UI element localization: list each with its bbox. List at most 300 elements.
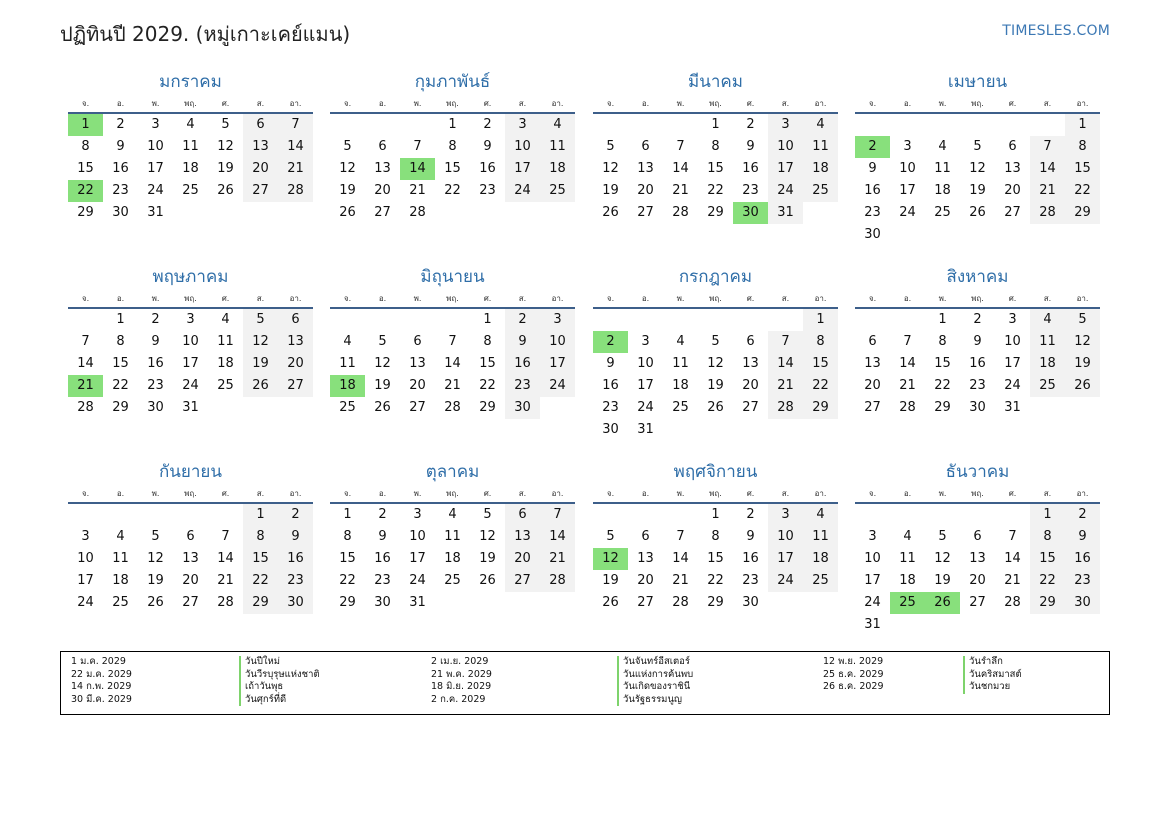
week-row (855, 614, 1100, 636)
empty-cell (628, 504, 663, 526)
day-cell: 25 (112, 595, 129, 610)
day-grid (68, 309, 313, 419)
weekday-label: พฤ. (446, 294, 459, 303)
empty-cell (663, 114, 698, 136)
day-cell: 3 (151, 117, 160, 132)
weekend-day-cell: 22 (1030, 570, 1065, 592)
holiday-name: วันรำลึก (963, 656, 1003, 669)
day-cell: 9 (151, 334, 160, 349)
day-cell: 16 (479, 161, 496, 176)
day-cell: 2 (746, 117, 755, 132)
weekday-label: พฤ. (446, 99, 459, 108)
day-cell: 15 (707, 161, 724, 176)
day-cell: 21 (1004, 573, 1021, 588)
weekend-day-cell: 20 (243, 158, 278, 180)
weekend-day-cell: 11 (803, 136, 838, 158)
empty-cell (593, 114, 628, 136)
day-cell: 9 (746, 139, 755, 154)
day-cell: 5 (606, 139, 615, 154)
week-row (593, 548, 838, 570)
day-cell: 12 (374, 356, 391, 371)
weekend-day-cell: 21 (540, 548, 575, 570)
day-grid (855, 504, 1100, 636)
month-block (330, 460, 575, 614)
day-cell: 21 (672, 573, 689, 588)
week-row (855, 526, 1100, 548)
week-row (593, 375, 838, 397)
day-cell: 26 (602, 595, 619, 610)
day-cell: 6 (973, 529, 982, 544)
weekday-label: อา. (814, 99, 827, 108)
week-row (855, 397, 1100, 419)
day-cell: 15 (707, 551, 724, 566)
weekend-day-cell: 1 (1065, 114, 1100, 136)
day-cell: 6 (186, 529, 195, 544)
day-cell: 20 (374, 183, 391, 198)
weekday-label: ศ. (1008, 489, 1017, 498)
week-row (330, 353, 575, 375)
day-cell: 4 (116, 529, 125, 544)
empty-cell (698, 419, 733, 441)
day-cell: 26 (374, 400, 391, 415)
day-cell: 22 (707, 573, 724, 588)
empty-cell (663, 309, 698, 331)
day-cell: 31 (864, 617, 881, 632)
day-cell: 20 (1004, 183, 1021, 198)
weekend-day-cell: 3 (540, 309, 575, 331)
empty-cell (1030, 114, 1065, 136)
weekend-day-cell: 29 (1030, 592, 1065, 614)
day-cell: 7 (448, 334, 457, 349)
day-cell: 26 (339, 205, 356, 220)
weekday-label: พฤ. (184, 294, 197, 303)
weekday-label: อ. (903, 294, 912, 303)
week-row (593, 526, 838, 548)
weekday-label: อา. (289, 99, 302, 108)
weekday-label: ส. (781, 99, 790, 108)
month-name: ธันวาคม (945, 462, 1010, 482)
weekend-day-cell: 28 (1030, 202, 1065, 224)
empty-cell (925, 504, 960, 526)
day-cell: 1 (116, 312, 125, 327)
weekend-day-cell: 4 (1030, 309, 1065, 331)
weekday-label: จ. (343, 99, 352, 108)
day-cell: 20 (637, 573, 654, 588)
holiday-name: วันคริสมาสต์ (963, 669, 1022, 682)
weekday-label: จ. (868, 99, 877, 108)
weekday-label: อ. (116, 99, 125, 108)
day-cell: 31 (182, 400, 199, 415)
empty-cell (663, 504, 698, 526)
weekday-header (68, 96, 313, 112)
weekday-label: พ. (413, 99, 422, 108)
legend-item (61, 656, 1109, 669)
day-cell: 6 (868, 334, 877, 349)
day-cell: 23 (602, 400, 619, 415)
holiday-day-cell: 25 (890, 592, 925, 614)
day-grid (330, 309, 575, 419)
day-cell: 17 (409, 551, 426, 566)
month-name: มีนาคม (688, 72, 743, 92)
weekday-label: อา. (551, 489, 564, 498)
day-cell: 21 (217, 573, 234, 588)
empty-cell (540, 592, 575, 614)
day-cell: 30 (602, 422, 619, 437)
weekday-label: ศ. (746, 489, 755, 498)
empty-cell (960, 224, 995, 246)
weekend-day-cell: 14 (768, 353, 803, 375)
holiday-date: 26 ธ.ค. 2029 (823, 681, 884, 692)
day-cell: 5 (606, 529, 615, 544)
holiday-day-cell: 21 (68, 375, 103, 397)
empty-cell (768, 309, 803, 331)
day-cell: 16 (112, 161, 129, 176)
day-cell: 14 (77, 356, 94, 371)
weekend-day-cell: 17 (768, 158, 803, 180)
day-cell: 8 (711, 529, 720, 544)
day-cell: 16 (969, 356, 986, 371)
day-cell: 30 (864, 227, 881, 242)
week-row (593, 136, 838, 158)
day-cell: 27 (374, 205, 391, 220)
day-cell: 14 (899, 356, 916, 371)
month-name: กรกฎาคม (678, 267, 753, 287)
day-cell: 28 (899, 400, 916, 415)
weekend-day-cell: 28 (540, 570, 575, 592)
week-row (330, 202, 575, 224)
weekend-day-cell: 4 (803, 504, 838, 526)
weekend-day-cell: 25 (540, 180, 575, 202)
weekend-day-cell: 23 (278, 570, 313, 592)
empty-cell (173, 504, 208, 526)
weekend-day-cell: 14 (278, 136, 313, 158)
weekday-label: อา. (1076, 489, 1089, 498)
day-cell: 23 (112, 183, 129, 198)
day-cell: 18 (444, 551, 461, 566)
day-cell: 11 (672, 356, 689, 371)
day-cell: 29 (112, 400, 129, 415)
weekday-label: พ. (938, 99, 947, 108)
brand-link[interactable]: TIMESLES.COM (1002, 23, 1110, 39)
weekday-label: จ. (81, 489, 90, 498)
day-cell: 30 (112, 205, 129, 220)
month-name: พฤษภาคม (152, 267, 229, 287)
weekend-day-cell: 8 (803, 331, 838, 353)
weekend-day-cell: 7 (1030, 136, 1065, 158)
day-cell: 10 (1004, 334, 1021, 349)
holiday-name: เถ้าวันพุธ (239, 681, 283, 694)
week-row (593, 114, 838, 136)
weekday-label: ศ. (1008, 99, 1017, 108)
weekend-day-cell: 8 (1065, 136, 1100, 158)
empty-cell (995, 224, 1030, 246)
week-row (68, 526, 313, 548)
weekday-header (68, 486, 313, 502)
weekend-day-cell: 9 (278, 526, 313, 548)
weekend-day-cell: 17 (540, 353, 575, 375)
weekend-day-cell: 25 (803, 180, 838, 202)
weekend-day-cell: 14 (1030, 158, 1065, 180)
day-cell: 9 (973, 334, 982, 349)
day-cell: 29 (339, 595, 356, 610)
holiday-day-cell: 2 (855, 136, 890, 158)
empty-cell (243, 397, 278, 419)
empty-cell (208, 202, 243, 224)
week-row (593, 309, 838, 331)
day-cell: 30 (147, 400, 164, 415)
day-cell: 18 (934, 183, 951, 198)
weekday-label: อ. (116, 294, 125, 303)
day-cell: 8 (343, 529, 352, 544)
weekend-day-cell: 1 (243, 504, 278, 526)
holiday-date: 22 ม.ค. 2029 (71, 668, 132, 680)
empty-cell (400, 309, 435, 331)
weekend-day-cell: 13 (278, 331, 313, 353)
day-cell: 22 (444, 183, 461, 198)
day-cell: 12 (479, 529, 496, 544)
day-cell: 19 (602, 573, 619, 588)
month-name: เมษายน (947, 72, 1008, 92)
weekend-day-cell: 15 (1030, 548, 1065, 570)
holiday-date: 18 มิ.ย. 2029 (431, 681, 492, 692)
empty-cell (138, 504, 173, 526)
weekday-label: อ. (378, 99, 387, 108)
day-cell: 27 (969, 595, 986, 610)
empty-cell (330, 114, 365, 136)
weekday-label: พฤ. (971, 489, 984, 498)
day-cell: 6 (746, 334, 755, 349)
day-cell: 6 (641, 139, 650, 154)
weekday-label: อา. (551, 99, 564, 108)
week-row (68, 331, 313, 353)
day-cell: 18 (899, 573, 916, 588)
day-cell: 13 (182, 551, 199, 566)
day-cell: 24 (77, 595, 94, 610)
day-cell: 20 (969, 573, 986, 588)
day-cell: 25 (934, 205, 951, 220)
weekend-day-cell: 6 (243, 114, 278, 136)
weekend-day-cell: 6 (505, 504, 540, 526)
empty-cell (628, 309, 663, 331)
week-row (330, 375, 575, 397)
day-cell: 3 (81, 529, 90, 544)
day-cell: 23 (742, 573, 759, 588)
day-cell: 5 (973, 139, 982, 154)
weekend-day-cell: 27 (278, 375, 313, 397)
month-block (855, 70, 1100, 246)
week-row (68, 136, 313, 158)
empty-cell (925, 114, 960, 136)
week-row (330, 114, 575, 136)
day-cell: 31 (637, 422, 654, 437)
day-cell: 1 (711, 117, 720, 132)
day-cell: 4 (448, 507, 457, 522)
holiday-name: วันวีรบุรุษแห่งชาติ (239, 669, 320, 682)
holiday-name: วันเกิดของราชินี (617, 681, 690, 694)
day-cell: 5 (378, 334, 387, 349)
weekend-day-cell: 18 (540, 158, 575, 180)
weekend-day-cell: 10 (505, 136, 540, 158)
weekend-day-cell: 17 (505, 158, 540, 180)
day-cell: 23 (864, 205, 881, 220)
weekday-label: พฤ. (446, 489, 459, 498)
day-cell: 24 (182, 378, 199, 393)
weekday-label: จ. (606, 489, 615, 498)
day-cell: 13 (969, 551, 986, 566)
day-cell: 16 (742, 161, 759, 176)
empty-cell (890, 224, 925, 246)
day-cell: 27 (182, 595, 199, 610)
day-cell: 31 (1004, 400, 1021, 415)
week-row (593, 158, 838, 180)
empty-cell (593, 309, 628, 331)
weekend-day-cell: 12 (1065, 331, 1100, 353)
day-grid (593, 114, 838, 224)
day-cell: 26 (479, 573, 496, 588)
day-cell: 3 (413, 507, 422, 522)
day-cell: 26 (217, 183, 234, 198)
empty-cell (1030, 224, 1065, 246)
empty-cell (855, 114, 890, 136)
holiday-day-cell: 26 (925, 592, 960, 614)
weekend-day-cell: 24 (540, 375, 575, 397)
empty-cell (278, 202, 313, 224)
weekday-label: อา. (814, 489, 827, 498)
holiday-day-cell: 12 (593, 548, 628, 570)
day-cell: 20 (409, 378, 426, 393)
holiday-name: วันปีใหม่ (239, 656, 280, 669)
weekday-label: อา. (289, 294, 302, 303)
day-cell: 27 (742, 400, 759, 415)
day-cell: 24 (1004, 378, 1021, 393)
weekend-day-cell: 16 (278, 548, 313, 570)
weekend-day-cell: 2 (278, 504, 313, 526)
day-cell: 11 (217, 334, 234, 349)
empty-cell (470, 202, 505, 224)
day-cell: 14 (672, 551, 689, 566)
day-cell: 5 (151, 529, 160, 544)
empty-cell (890, 114, 925, 136)
week-row (68, 158, 313, 180)
empty-cell (593, 504, 628, 526)
empty-cell (960, 114, 995, 136)
day-cell: 24 (899, 205, 916, 220)
holiday-date: 12 พ.ย. 2029 (823, 656, 884, 667)
empty-cell (330, 309, 365, 331)
weekend-day-cell: 25 (803, 570, 838, 592)
weekend-day-cell: 22 (803, 375, 838, 397)
week-row (855, 331, 1100, 353)
weekday-label: ส. (781, 294, 790, 303)
week-row (855, 224, 1100, 246)
day-cell: 28 (409, 205, 426, 220)
weekend-day-cell: 21 (768, 375, 803, 397)
day-cell: 2 (483, 117, 492, 132)
day-grid (855, 114, 1100, 246)
weekend-day-cell: 8 (243, 526, 278, 548)
week-row (855, 548, 1100, 570)
weekday-label: พ. (151, 99, 160, 108)
day-cell: 6 (378, 139, 387, 154)
day-cell: 22 (707, 183, 724, 198)
weekday-label: ส. (1043, 489, 1052, 498)
holiday-date: 2 เม.ย. 2029 (431, 656, 489, 667)
weekday-label: จ. (81, 294, 90, 303)
weekend-day-cell: 28 (278, 180, 313, 202)
day-cell: 17 (182, 356, 199, 371)
day-grid (330, 114, 575, 224)
empty-cell (173, 202, 208, 224)
week-row (68, 114, 313, 136)
day-cell: 14 (672, 161, 689, 176)
empty-cell (400, 114, 435, 136)
weekday-label: จ. (343, 489, 352, 498)
day-cell: 10 (899, 161, 916, 176)
day-cell: 6 (1008, 139, 1017, 154)
day-cell: 10 (182, 334, 199, 349)
weekday-header (330, 486, 575, 502)
weekday-label: ศ. (483, 99, 492, 108)
weekend-day-cell: 10 (540, 331, 575, 353)
month-block (68, 265, 313, 419)
month-name: มกราคม (159, 72, 222, 92)
day-cell: 19 (217, 161, 234, 176)
day-cell: 11 (182, 139, 199, 154)
empty-cell (103, 504, 138, 526)
holiday-day-cell: 1 (68, 114, 103, 136)
weekend-day-cell: 12 (243, 331, 278, 353)
legend-item (61, 669, 1109, 682)
empty-cell (960, 504, 995, 526)
day-cell: 7 (81, 334, 90, 349)
day-cell: 5 (221, 117, 230, 132)
day-cell: 23 (969, 378, 986, 393)
day-cell: 1 (711, 507, 720, 522)
weekend-day-cell: 19 (243, 353, 278, 375)
holiday-date: 25 ธ.ค. 2029 (823, 668, 884, 680)
week-row (68, 570, 313, 592)
week-row (68, 375, 313, 397)
day-cell: 28 (444, 400, 461, 415)
weekend-day-cell: 9 (505, 331, 540, 353)
day-cell: 7 (1008, 529, 1017, 544)
day-cell: 15 (339, 551, 356, 566)
empty-cell (1065, 224, 1100, 246)
day-cell: 21 (899, 378, 916, 393)
day-cell: 22 (112, 378, 129, 393)
day-cell: 13 (637, 161, 654, 176)
day-cell: 17 (147, 161, 164, 176)
week-row (855, 309, 1100, 331)
week-row (68, 548, 313, 570)
month-name: สิงหาคม (946, 267, 1009, 287)
weekend-day-cell: 10 (768, 136, 803, 158)
day-cell: 8 (483, 334, 492, 349)
day-cell: 7 (676, 139, 685, 154)
day-cell: 17 (864, 573, 881, 588)
weekend-day-cell: 27 (505, 570, 540, 592)
weekend-day-cell: 22 (1065, 180, 1100, 202)
week-row (68, 504, 313, 526)
day-cell: 22 (934, 378, 951, 393)
empty-cell (733, 419, 768, 441)
day-cell: 26 (969, 205, 986, 220)
day-cell: 18 (182, 161, 199, 176)
weekend-day-cell: 7 (278, 114, 313, 136)
day-cell: 1 (483, 312, 492, 327)
empty-cell (768, 419, 803, 441)
day-cell: 13 (637, 551, 654, 566)
